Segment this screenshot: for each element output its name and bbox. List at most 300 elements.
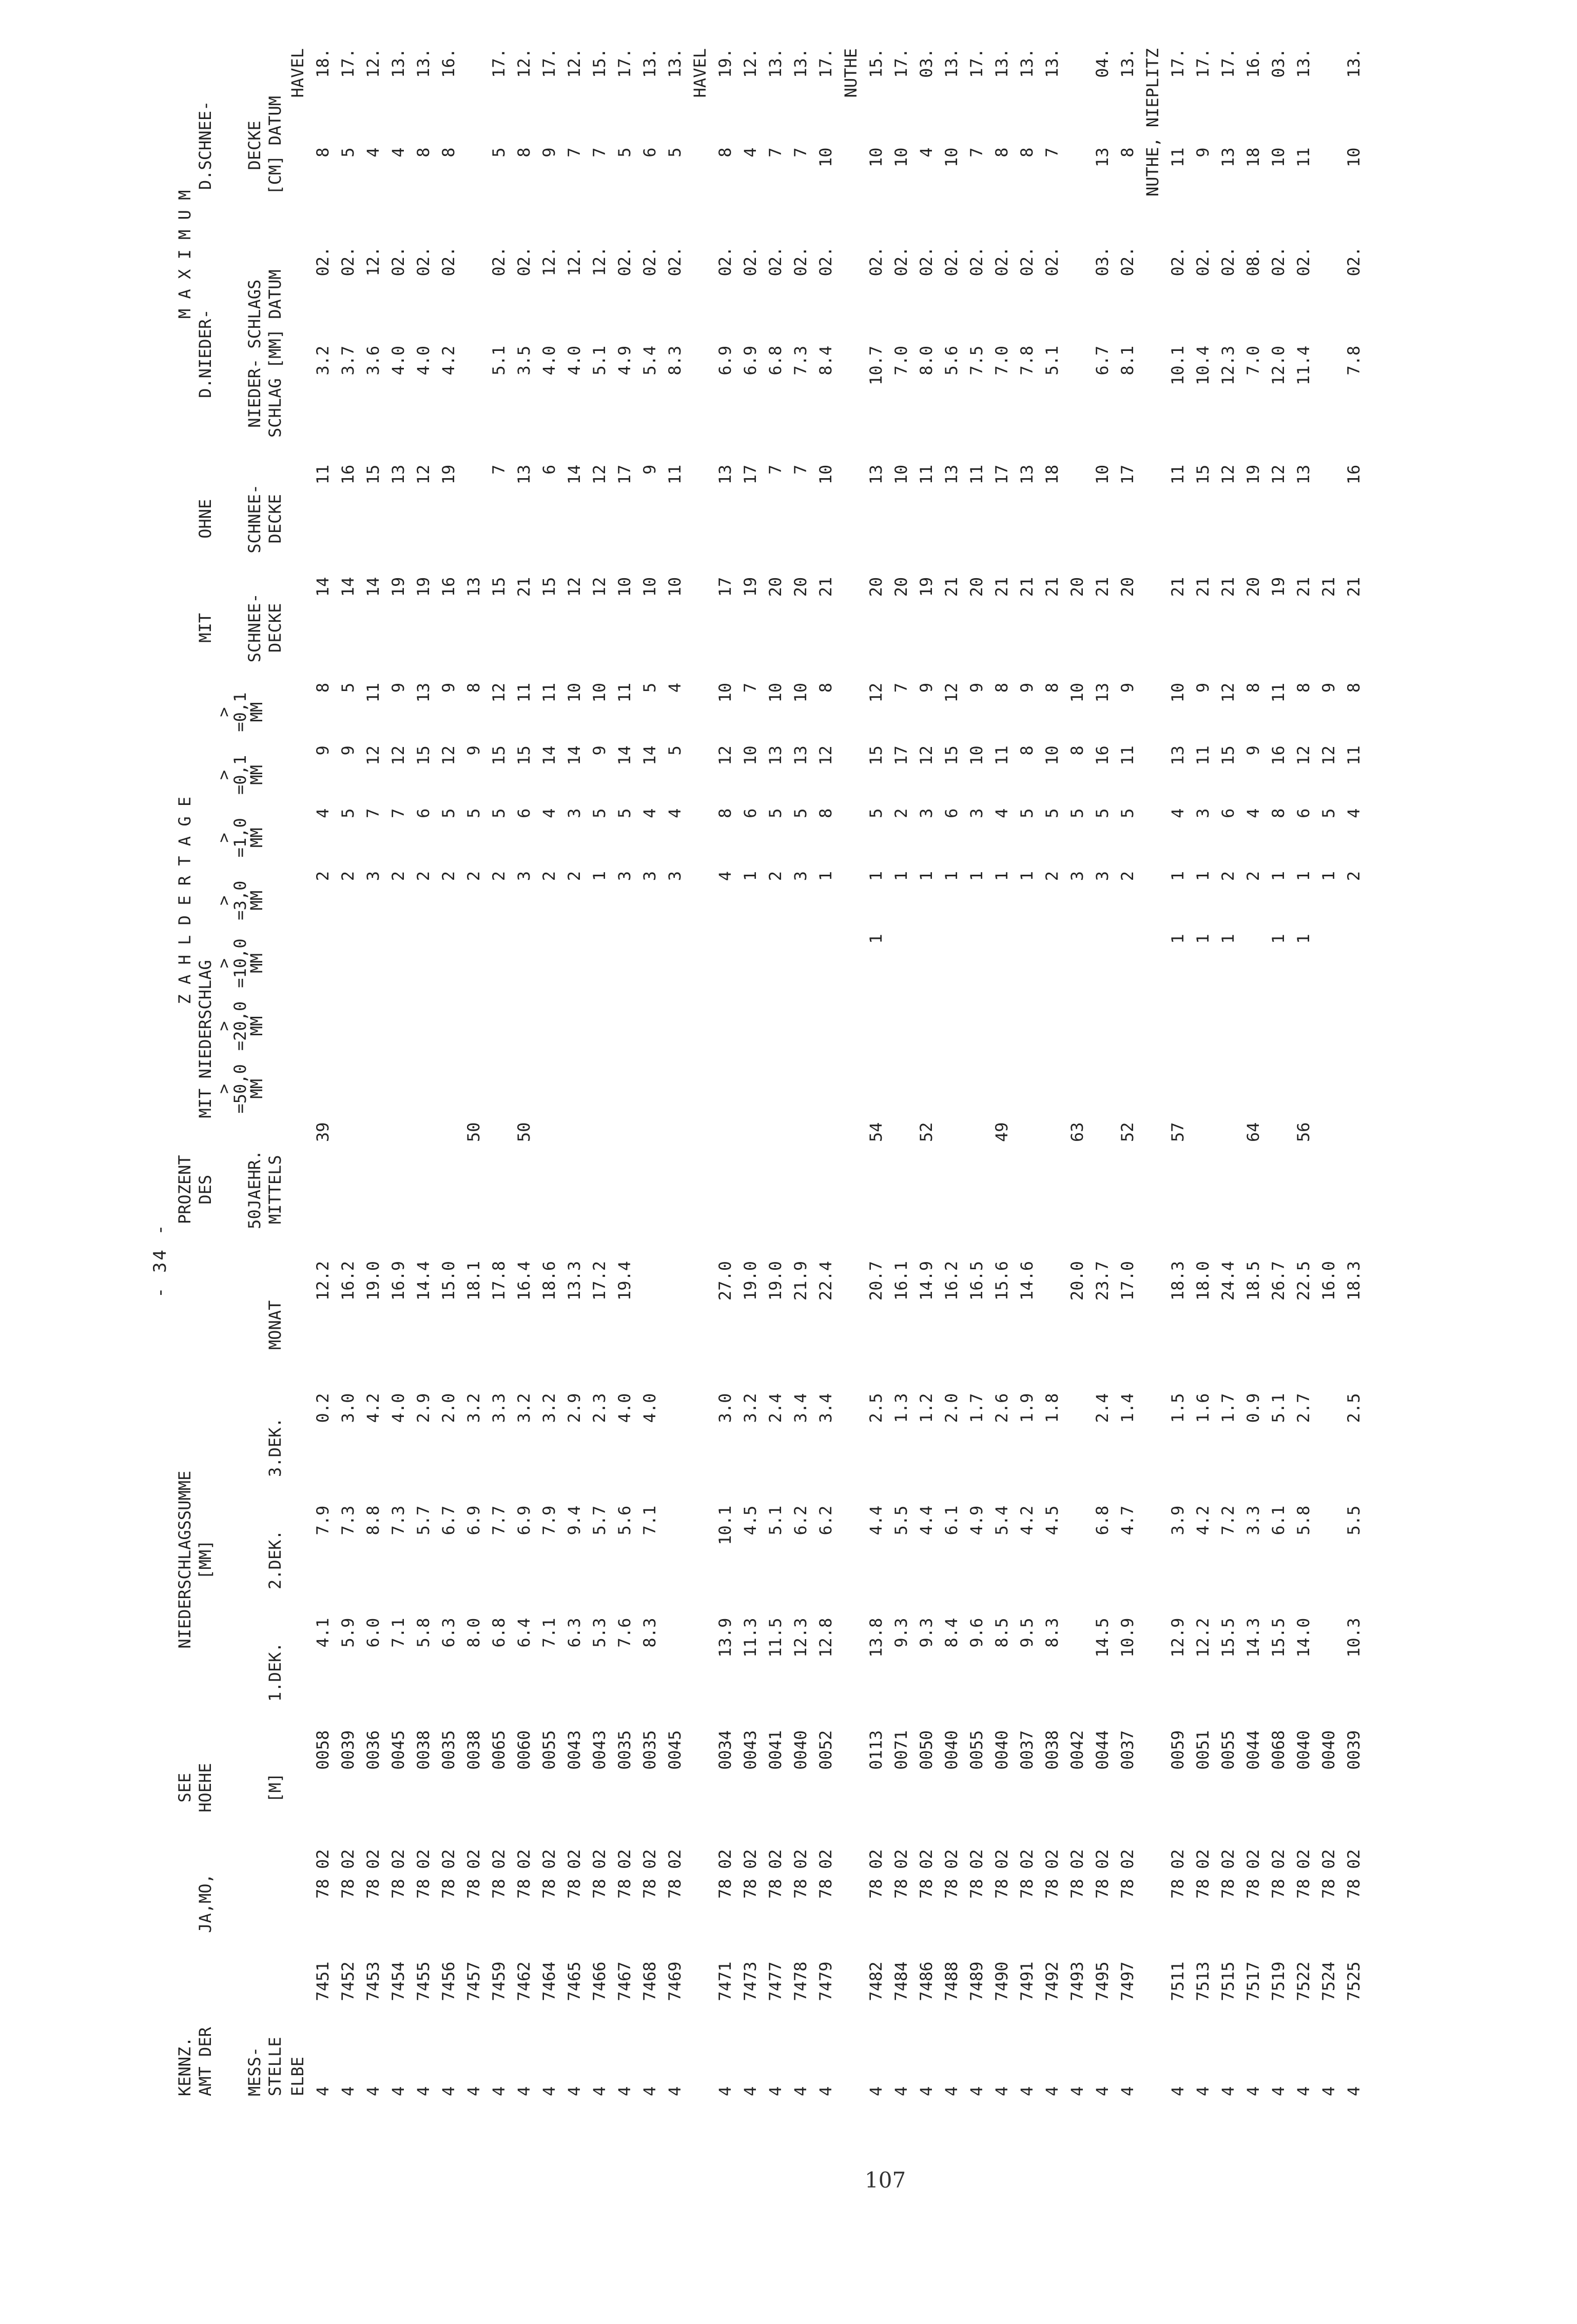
table-cell	[989, 932, 1015, 994]
table-cell: 78 02	[816, 1849, 835, 1899]
table-cell: 5	[464, 808, 483, 818]
table-cell	[361, 995, 386, 1057]
table-cell: 7.3	[388, 1505, 408, 1535]
table-cell	[486, 1057, 512, 1120]
table-cell	[763, 995, 788, 1057]
table-cell: 4	[539, 808, 559, 818]
table-cell	[1316, 1057, 1341, 1120]
table-cell	[1040, 1259, 1065, 1391]
table-cell: 20	[866, 577, 886, 597]
region-label	[1140, 1728, 1165, 2098]
table-row	[989, 46, 1015, 2098]
table-cell: 4	[313, 808, 333, 818]
table-cell: 3	[917, 808, 936, 818]
table-cell: 7519	[1269, 1961, 1288, 2001]
table-cell: 6.8	[489, 1618, 509, 1648]
table-cell: 2.5	[1344, 1393, 1364, 1423]
table-cell: 10	[967, 745, 986, 765]
table-cell: 13.	[1042, 48, 1062, 78]
table-cell: 16	[1269, 745, 1288, 765]
table-cell: 15	[514, 745, 534, 765]
table-cell: 1.7	[967, 1393, 986, 1423]
river-heading-row	[688, 46, 713, 2098]
table-cell: 0040	[1319, 1730, 1338, 1770]
table-cell: 4	[414, 2086, 433, 2096]
table-cell	[1015, 1120, 1040, 1259]
table-cell	[813, 995, 839, 1057]
table-row	[1165, 46, 1191, 2098]
table-cell	[1241, 1057, 1266, 1120]
table-cell: 13	[715, 464, 735, 485]
table-cell: 3	[615, 871, 634, 881]
table-cell: 4	[1218, 2086, 1238, 2096]
table-cell: 78 02	[866, 1849, 886, 1899]
table-cell: 10	[766, 682, 785, 703]
table-cell: 14.9	[917, 1261, 936, 1301]
table-cell: 8	[1243, 682, 1263, 693]
table-cell: 4	[1017, 2086, 1037, 2096]
table-cell: 7	[388, 808, 408, 818]
table-cell: 4.5	[1042, 1505, 1062, 1535]
table-cell: 02.	[791, 246, 810, 277]
table-row	[310, 46, 336, 2098]
table-cell: 4	[564, 2086, 584, 2096]
table-cell: 1	[917, 871, 936, 881]
table-cell: 19	[388, 577, 408, 597]
ohne-header-1: OHNE	[196, 499, 215, 539]
table-cell: 78 02	[967, 1849, 986, 1899]
table-cell: 02.	[942, 246, 961, 277]
table-cell: 2	[1243, 871, 1263, 881]
table-row	[1241, 46, 1266, 2098]
table-cell	[612, 995, 637, 1057]
table-cell: 12.	[564, 246, 584, 277]
table-cell: 1	[590, 871, 609, 881]
table-cell: 19.0	[741, 1261, 760, 1301]
table-cell: 13.	[942, 48, 961, 78]
river-label: NUTHE, NIEPLITZ	[1143, 48, 1162, 196]
table-cell: 0060	[514, 1730, 534, 1770]
table-cell: 7492	[1042, 1961, 1062, 2001]
table-cell: 19.4	[615, 1261, 634, 1301]
table-row	[1291, 46, 1316, 2098]
table-cell: 23.7	[1093, 1261, 1112, 1301]
table-cell: 11	[1193, 745, 1213, 765]
table-cell: 4.2	[439, 345, 458, 376]
table-cell: 02.	[1294, 246, 1313, 277]
table-cell: 1	[891, 871, 911, 881]
table-cell: 1.3	[891, 1393, 911, 1423]
table-cell: 19	[439, 464, 458, 485]
table-row	[587, 46, 612, 2098]
table-cell	[436, 1057, 461, 1120]
table-cell: 6.9	[514, 1505, 534, 1535]
table-cell: 21	[992, 577, 1011, 597]
table-cell: 19.	[715, 48, 735, 78]
table-cell: 1	[1294, 871, 1313, 881]
table-cell: 03.	[1269, 48, 1288, 78]
table-cell: 13	[791, 745, 810, 765]
table-cell: 78 02	[590, 1849, 609, 1899]
table-cell	[663, 1616, 688, 1728]
table-cell: 18.0	[1193, 1261, 1213, 1301]
table-cell	[989, 995, 1015, 1057]
table-cell: 64	[1243, 1122, 1263, 1143]
table-cell: 4.0	[615, 1393, 634, 1423]
threshold-5: > =1,0 MM	[214, 818, 266, 858]
table-cell: 2	[539, 871, 559, 881]
table-cell: 17.	[1168, 48, 1187, 78]
table-cell: 15	[414, 745, 433, 765]
table-cell: 10	[816, 464, 835, 485]
table-cell: 0055	[1218, 1730, 1238, 1770]
table-cell: 15.5	[1218, 1618, 1238, 1658]
table-cell	[386, 1057, 411, 1120]
table-cell: 78 02	[1168, 1849, 1187, 1899]
table-cell: 13	[414, 682, 433, 703]
table-cell	[336, 932, 361, 994]
table-cell: 20	[1067, 577, 1087, 597]
table-cell: 8.4	[816, 345, 835, 376]
table-cell: 11	[967, 464, 986, 485]
table-cell: 21	[514, 577, 534, 597]
table-cell: 4	[1042, 2086, 1062, 2096]
table-cell	[914, 932, 939, 994]
table-cell	[663, 995, 688, 1057]
table-cell: 15	[1218, 745, 1238, 765]
table-cell: 16.9	[388, 1261, 408, 1301]
table-cell: 15.	[590, 48, 609, 78]
table-cell: 6	[539, 464, 559, 475]
table-cell: 4	[1344, 2086, 1364, 2096]
table-cell	[738, 1057, 763, 1120]
table-cell	[486, 932, 512, 994]
table-cell: 4	[866, 2086, 886, 2096]
table-cell: 3	[967, 808, 986, 818]
table-cell: 2	[439, 871, 458, 881]
ohne-header-3: DECKE	[265, 494, 285, 544]
table-cell: 11	[615, 682, 634, 703]
table-cell: 2.6	[992, 1393, 1011, 1423]
table-cell: 02.	[1017, 246, 1037, 277]
table-cell: 78 02	[1319, 1849, 1338, 1899]
table-cell: 4	[615, 2086, 634, 2096]
table-cell: 3	[640, 871, 659, 881]
table-cell: 7.1	[388, 1618, 408, 1648]
table-cell: 13.	[1294, 48, 1313, 78]
table-cell	[310, 932, 336, 994]
table-cell	[663, 1120, 688, 1259]
table-cell: 1.6	[1193, 1393, 1213, 1423]
table-body	[285, 46, 1367, 2098]
table-cell: 14	[363, 577, 383, 597]
table-cell: 14	[313, 577, 333, 597]
table-cell	[1216, 1120, 1241, 1259]
table-cell: 78 02	[514, 1849, 534, 1899]
table-cell: 4	[741, 2086, 760, 2096]
table-cell: 16	[338, 464, 358, 485]
table-cell: 5	[590, 808, 609, 818]
table-cell	[964, 1057, 989, 1120]
table-cell: 1	[1269, 871, 1288, 881]
table-cell: 10	[816, 147, 835, 167]
table-cell: 12	[1319, 745, 1338, 765]
table-cell: 16.1	[891, 1261, 911, 1301]
table-cell: 21.9	[791, 1261, 810, 1301]
table-cell: 2	[564, 871, 584, 881]
prozent-header-2: DES	[196, 1174, 215, 1205]
table-cell: 2.4	[766, 1393, 785, 1423]
table-cell: 1	[816, 871, 835, 881]
table-row	[663, 46, 688, 2098]
table-cell: 10	[891, 147, 911, 167]
table-cell	[637, 932, 663, 994]
table-cell: 7464	[539, 1961, 559, 2001]
table-cell: 2	[1344, 871, 1364, 881]
table-cell: 11	[539, 682, 559, 703]
table-cell: 5.6	[942, 345, 961, 376]
table-cell: 5.1	[1269, 1393, 1288, 1423]
table-cell	[461, 932, 486, 994]
max-nied-header-3: SCHLAG [MM] DATUM	[265, 269, 285, 438]
table-row	[361, 46, 386, 2098]
table-cell: 0058	[313, 1730, 333, 1770]
prozent-header-1: PROZENT	[175, 1155, 194, 1225]
table-cell: 6.3	[564, 1618, 584, 1648]
table-cell: 22.4	[816, 1261, 835, 1301]
table-cell	[411, 932, 436, 994]
table-cell: 78 02	[313, 1849, 333, 1899]
table-cell: 5	[1067, 808, 1087, 818]
table-cell: 19	[1243, 464, 1263, 485]
table-cell: 10.7	[866, 345, 886, 385]
table-cell: 8.4	[942, 1618, 961, 1648]
table-cell	[562, 1057, 587, 1120]
zahl-sub: MIT NIEDERSCHLAG	[196, 960, 215, 1118]
table-cell: 11.4	[1294, 345, 1313, 385]
table-cell	[361, 932, 386, 994]
table-cell: 3.7	[338, 345, 358, 376]
table-cell: 7451	[313, 1961, 333, 2001]
table-cell: 2	[338, 871, 358, 881]
table-cell: 20	[766, 577, 785, 597]
table-cell	[1316, 145, 1341, 244]
table-cell: 7.0	[992, 345, 1011, 376]
table-cell: 13.	[665, 48, 685, 78]
table-cell: 4	[1118, 2086, 1137, 2096]
table-cell	[1316, 1504, 1341, 1616]
table-cell: 0039	[1344, 1730, 1364, 1770]
table-cell: 4	[590, 2086, 609, 2096]
table-cell: 20.7	[866, 1261, 886, 1301]
table-cell: 7.3	[338, 1505, 358, 1535]
table-cell: 78 02	[1269, 1849, 1288, 1899]
table-cell: 78 02	[741, 1849, 760, 1899]
table-cell: 13.	[640, 48, 659, 78]
table-cell: 0036	[363, 1730, 383, 1770]
table-cell: 7459	[489, 1961, 509, 2001]
table-cell: 5.3	[590, 1618, 609, 1648]
max-nied-header-2: NIEDER- SCHLAGS	[245, 279, 264, 428]
table-cell: 6	[514, 808, 534, 818]
table-cell: 50	[514, 1122, 534, 1143]
maximum-title: M A X I M U M	[175, 190, 194, 319]
table-cell: 5	[489, 147, 509, 157]
table-cell: 0034	[715, 1730, 735, 1770]
table-cell: 10	[1269, 147, 1288, 167]
table-cell	[1090, 1120, 1115, 1259]
table-row	[537, 46, 562, 2098]
table-cell: 6.8	[766, 345, 785, 376]
table-cell: 7517	[1243, 1961, 1263, 2001]
table-cell: 8.5	[992, 1618, 1011, 1648]
table-cell: 15	[489, 745, 509, 765]
table-cell: 02.	[917, 246, 936, 277]
table-cell	[361, 1057, 386, 1120]
table-cell: 0035	[439, 1730, 458, 1770]
table-cell: 1.8	[1042, 1393, 1062, 1423]
table-row	[1341, 46, 1367, 2098]
table-cell	[461, 995, 486, 1057]
nied-title: NIEDERSCHLAGSSUMME	[175, 1470, 194, 1649]
table-cell: 08.	[1243, 246, 1263, 277]
table-cell	[713, 1120, 738, 1259]
table-cell: 0113	[866, 1730, 886, 1770]
table-cell: 13	[1294, 464, 1313, 485]
table-cell: 7495	[1093, 1961, 1112, 2001]
mit-header-1: MIT	[196, 613, 215, 643]
table-cell: 7486	[917, 1961, 936, 2001]
table-cell: 02.	[866, 246, 886, 277]
table-cell: 02.	[967, 246, 986, 277]
table-cell: 11	[1168, 464, 1187, 485]
table-cell: 11.3	[741, 1618, 760, 1658]
table-cell: 8	[313, 682, 333, 693]
table-row	[1090, 46, 1115, 2098]
table-cell	[1316, 1616, 1341, 1728]
table-cell: 3.2	[539, 1393, 559, 1423]
table-cell: 12	[942, 682, 961, 703]
table-cell: 6	[414, 808, 433, 818]
table-cell: 1	[1168, 934, 1187, 944]
table-cell	[663, 1504, 688, 1616]
table-cell: 18.6	[539, 1261, 559, 1301]
river-label: HAVEL	[288, 48, 307, 98]
table-cell: 3.2	[464, 1393, 483, 1423]
table-row	[1115, 46, 1140, 2098]
table-cell: 02.	[313, 246, 333, 277]
table-cell	[1191, 995, 1216, 1057]
table-cell: 12.	[363, 246, 383, 277]
table-cell: 78 02	[363, 1849, 383, 1899]
table-cell: 7525	[1344, 1961, 1364, 2001]
table-cell: 13.	[1017, 48, 1037, 78]
table-cell	[1065, 1391, 1090, 1504]
table-cell: 02.	[489, 246, 509, 277]
table-cell: 1	[1319, 871, 1338, 881]
table-cell: 13	[1218, 147, 1238, 167]
table-cell: 3	[1093, 871, 1112, 881]
table-cell: 1	[1269, 934, 1288, 944]
table-cell: 0065	[489, 1730, 509, 1770]
table-cell: 3	[363, 871, 383, 881]
table-cell: 14.0	[1294, 1618, 1313, 1658]
table-cell: 02.	[1218, 246, 1238, 277]
table-cell: 27.0	[715, 1261, 735, 1301]
table-cell: 13.8	[866, 1618, 886, 1658]
table-cell	[461, 245, 486, 344]
table-cell	[361, 1120, 386, 1259]
table-cell: 03.	[917, 48, 936, 78]
prozent-header-3: 50JAEHR.	[245, 1150, 264, 1229]
table-cell: 78 02	[1042, 1849, 1062, 1899]
table-cell: 5	[338, 147, 358, 157]
table-cell: 4	[1243, 2086, 1263, 2096]
dek3-header: 3.DEK.	[265, 1417, 285, 1477]
table-cell: 78 02	[414, 1849, 433, 1899]
table-cell: 26.7	[1269, 1261, 1288, 1301]
table-cell: 78 02	[1017, 1849, 1037, 1899]
table-row	[336, 46, 361, 2098]
table-cell: 16.4	[514, 1261, 534, 1301]
table-cell: 7468	[640, 1961, 659, 2001]
jamo-header: JA,MO,	[196, 1874, 215, 1933]
table-cell: 11	[313, 464, 333, 485]
table-cell: 15.5	[1269, 1618, 1288, 1658]
table-cell	[436, 995, 461, 1057]
table-row	[512, 46, 537, 2098]
table-cell: 1	[942, 871, 961, 881]
table-cell: 10	[665, 577, 685, 597]
table-cell: 13	[866, 464, 886, 485]
table-cell: 4	[816, 2086, 835, 2096]
table-cell: 7	[891, 682, 911, 693]
table-cell: 21	[816, 577, 835, 597]
table-cell	[1216, 1057, 1241, 1120]
table-cell: 11	[1344, 745, 1364, 765]
table-cell: 5.4	[992, 1505, 1011, 1535]
table-cell	[486, 1120, 512, 1259]
table-cell: 6	[1294, 808, 1313, 818]
table-cell	[461, 145, 486, 244]
table-cell	[637, 1120, 663, 1259]
table-cell	[336, 1120, 361, 1259]
table-cell	[1115, 1057, 1140, 1120]
table-cell: 9	[539, 147, 559, 157]
table-cell	[1090, 995, 1115, 1057]
table-cell: 10	[615, 577, 634, 597]
table-row	[864, 46, 889, 2098]
table-cell: 10	[1344, 147, 1364, 167]
table-cell: 4	[514, 2086, 534, 2096]
table-cell: 10.1	[1168, 345, 1187, 385]
table-cell	[1165, 1057, 1191, 1120]
table-cell: 4	[1168, 808, 1187, 818]
table-cell: 39	[313, 1122, 333, 1143]
table-cell: 4	[1067, 2086, 1087, 2096]
table-cell	[562, 932, 587, 994]
table-cell: 17.0	[1118, 1261, 1137, 1301]
table-cell: 16.5	[967, 1261, 986, 1301]
table-cell: 5.9	[338, 1618, 358, 1648]
table-cell: 2	[414, 871, 433, 881]
table-cell: 20	[1243, 577, 1263, 597]
table-cell: 9	[313, 745, 333, 756]
table-cell: 9	[388, 682, 408, 693]
table-cell: 03.	[1093, 246, 1112, 277]
table-cell: 02.	[640, 246, 659, 277]
table-cell: 2.0	[942, 1393, 961, 1423]
